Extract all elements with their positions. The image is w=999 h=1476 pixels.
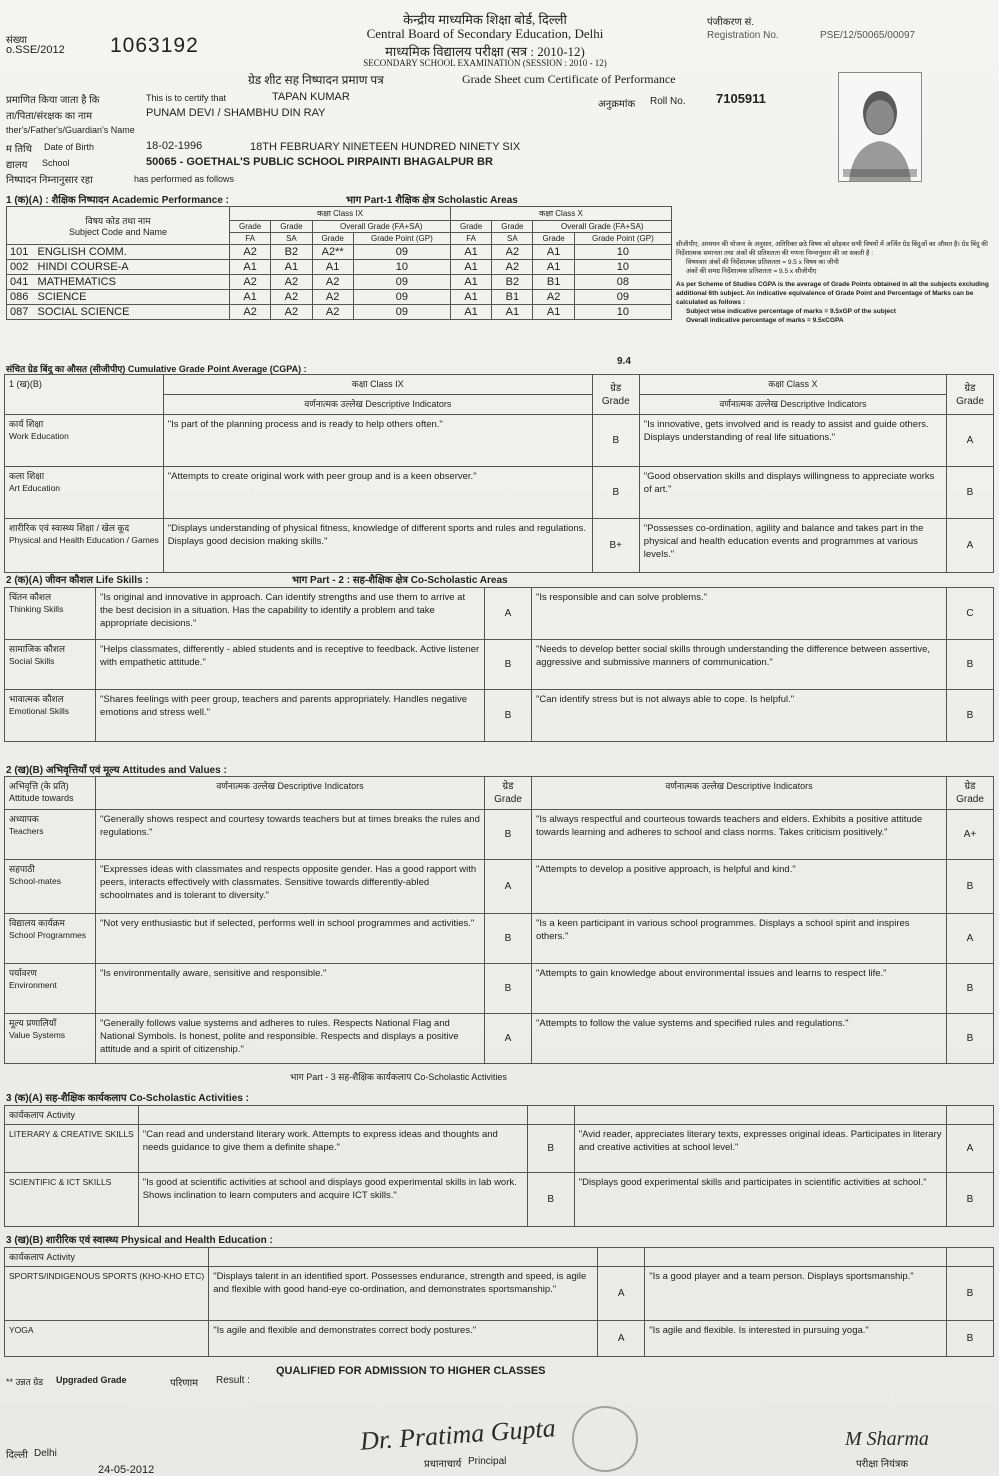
sheet-title-hindi: ग्रेड शीट सह निष्पादन प्रमाण पत्र bbox=[248, 73, 384, 87]
part2b-grade: Grade bbox=[494, 794, 522, 805]
class-ix-grade: B+ bbox=[592, 519, 639, 573]
row-label: SPORTS/INDIGENOUS SPORTS (KHO-KHO ETC) bbox=[9, 1271, 205, 1281]
row-label-hindi: विद्यालय कार्यक्रम bbox=[9, 918, 65, 928]
cgpa-value: 9.4 bbox=[617, 356, 631, 367]
grade-cell-ix-gp: 09 bbox=[353, 245, 450, 260]
subject-row bbox=[7, 290, 672, 305]
grade-cell-ix-fa: A1 bbox=[230, 260, 271, 275]
roll-number: 7105911 bbox=[716, 91, 766, 106]
performed-label: has performed as follows bbox=[134, 174, 235, 184]
class-x-indicator: "Is always respectful and courteous towards teachers and elders. Exhibits a positive attitude towards learning and adheres to school and class norms. Takes criticism positively." bbox=[532, 810, 947, 860]
subject-name: SCIENCE bbox=[37, 291, 87, 303]
roll-label: Roll No. bbox=[650, 96, 686, 107]
part1b-row-label bbox=[5, 519, 164, 573]
row-label: Thinking Skills bbox=[9, 604, 64, 614]
ix-grade-sub: Grade bbox=[312, 233, 353, 245]
class-x-indicator: "Is a keen participant in various school programmes. Displays a school spirit and inspires others." bbox=[532, 914, 947, 964]
subject-row bbox=[7, 275, 672, 290]
part2b-desc-ix: वर्णनात्मक उल्लेख Descriptive Indicators bbox=[216, 781, 364, 791]
part3b-row bbox=[5, 1267, 994, 1321]
x-overall: Overall Grade (FA+SA) bbox=[533, 221, 672, 233]
class-ix-indicator: "Is environmentally aware, sensitive and responsible." bbox=[96, 964, 485, 1014]
part1b-desc-ix: वर्णनात्मक उल्लेख Descriptive Indicators bbox=[304, 399, 452, 409]
part1b-grade: Grade bbox=[601, 395, 630, 407]
place: Delhi bbox=[34, 1448, 57, 1459]
class-x-grade: B bbox=[947, 1267, 994, 1321]
row-label-hindi: मूल्य प्रणालियाँ bbox=[9, 1018, 57, 1028]
controller-signature: M Sharma bbox=[845, 1428, 929, 1450]
row-label: School Programmes bbox=[9, 930, 87, 940]
part1b-label: 1 (ख)(B) bbox=[9, 379, 42, 389]
reg-label: Registration No. bbox=[707, 30, 779, 41]
part1-section-label: 1 (क)(A) : शैक्षिक निष्पादन Academic Performance : bbox=[6, 195, 230, 206]
subject-row bbox=[7, 245, 672, 260]
board-name-hindi: केन्द्रीय माध्यमिक शिक्षा बोर्ड, दिल्ली bbox=[403, 12, 567, 27]
part1-title: भाग Part-1 शैक्षिक क्षेत्र Scholastic Areas bbox=[346, 195, 518, 206]
part1b-desc-x: वर्णनात्मक उल्लेख Descriptive Indicators bbox=[719, 399, 867, 409]
part2a-row bbox=[5, 588, 994, 640]
part3b-row-label bbox=[5, 1267, 209, 1321]
serial-label-hindi: संख्या bbox=[6, 35, 27, 46]
certify-label: This is to certify that bbox=[146, 93, 227, 103]
parents-label-hindi: ता/पिता/संरक्षक का नाम bbox=[6, 111, 93, 122]
part3b-col: Activity bbox=[46, 1252, 75, 1262]
principal-hindi: प्रधानाचार्य bbox=[424, 1459, 462, 1470]
part3a-row bbox=[5, 1173, 994, 1227]
x-grade-sub: Grade bbox=[533, 233, 574, 245]
grade-cell-x-sa: A1 bbox=[492, 305, 533, 320]
row-label: LITERARY & CREATIVE SKILLS bbox=[9, 1129, 134, 1139]
class-x-grade: B bbox=[947, 690, 994, 742]
grade-cell-ix-g: A2 bbox=[312, 290, 353, 305]
grade-cell-ix-g: A1 bbox=[312, 260, 353, 275]
grade-cell-ix-sa: A2 bbox=[271, 290, 312, 305]
grade-cell-x-sa: B2 bbox=[492, 275, 533, 290]
ix-sa: SA bbox=[271, 233, 312, 245]
grade-cell-ix-fa: A2 bbox=[230, 305, 271, 320]
part2b-grade-hindi: ग्रेड bbox=[502, 781, 514, 792]
x-fa: FA bbox=[450, 233, 491, 245]
part3a-row-label bbox=[5, 1173, 139, 1227]
dob-words: 18TH FEBRUARY NINETEEN HUNDRED NINETY SIX bbox=[250, 141, 521, 153]
class-x-grade: A bbox=[947, 1125, 994, 1173]
class-ix-grade: B bbox=[527, 1173, 574, 1227]
school-label-hindi: द्यालय bbox=[6, 160, 28, 171]
part2a-label: 2 (क)(A) जीवन कौशल Life Skills : bbox=[6, 575, 149, 586]
school-name: 50065 - GOETHAL'S PUBLIC SCHOOL PIRPAINTI BHAGALPUR BR bbox=[146, 156, 493, 168]
x-fa-grade: Grade bbox=[459, 222, 483, 231]
grade-cell-x-gp: 10 bbox=[574, 305, 671, 320]
subject-row bbox=[7, 305, 672, 320]
part1b-row bbox=[5, 467, 994, 519]
principal-signature: Dr. Pratima Gupta bbox=[359, 1413, 557, 1456]
x-sa-grade: Grade bbox=[501, 222, 524, 231]
class-x-grade: B bbox=[947, 640, 994, 690]
upgraded-label: Upgraded Grade bbox=[56, 1375, 127, 1385]
class-ix-indicator: "Generally follows value systems and adheres to rules. Respects National Flag and National Symbols. Is honest, polite and responsible. Respects and displays a positive attitude and a spirit of citizenship." bbox=[96, 1014, 485, 1064]
dob-label-hindi: म तिथि bbox=[6, 144, 33, 155]
note-bullet-1: विषयवार अंकों की निर्देशात्मक प्रतिशतता = 9.5 x विषय का जीपी bbox=[686, 259, 839, 266]
part2b-grade-hindi-x: ग्रेड bbox=[964, 781, 976, 792]
row-label-hindi: सहपाठी bbox=[9, 864, 35, 874]
exam-name: SECONDARY SCHOOL EXAMINATION (SESSION : 2010 - 12) bbox=[363, 58, 607, 68]
part2a-row bbox=[5, 690, 994, 742]
row-label: Work Education bbox=[9, 431, 69, 441]
parents-label: ther's/Father's/Guardian's Name bbox=[6, 125, 135, 135]
subject-col-hindi: विषय कोड तथा नाम bbox=[85, 216, 151, 226]
part3b-col-hindi: कार्यकलाप bbox=[9, 1252, 44, 1262]
class-x-grade: A bbox=[947, 519, 994, 573]
part2b-col-hindi: अभिवृत्ति (के प्रति) bbox=[9, 781, 69, 791]
class-x-grade: A+ bbox=[947, 810, 994, 860]
grade-cell-ix-gp: 09 bbox=[353, 275, 450, 290]
result-hindi: परिणाम bbox=[170, 1378, 199, 1389]
part2-title: भाग Part - 2 : सह-शैक्षिक क्षेत्र Co-Scholastic Areas bbox=[292, 575, 508, 586]
part1b-row bbox=[5, 519, 994, 573]
row-label: SCIENTIFIC & ICT SKILLS bbox=[9, 1177, 112, 1187]
subject-name: HINDI COURSE-A bbox=[37, 261, 129, 273]
class-ix-grade: B bbox=[485, 914, 532, 964]
dob-value: 18-02-1996 bbox=[146, 140, 203, 152]
row-label: Emotional Skills bbox=[9, 706, 69, 716]
part2b-row bbox=[5, 810, 994, 860]
class-x-grade: A bbox=[947, 415, 994, 467]
class-ix-indicator: "Generally shows respect and courtesy towards teachers but at times breaks the rules and regulations." bbox=[96, 810, 485, 860]
part2b-row bbox=[5, 1014, 994, 1064]
grade-cell-ix-sa: A1 bbox=[271, 260, 312, 275]
part3b-row bbox=[5, 1321, 994, 1357]
class-x-indicator: "Can identify stress but is not always able to cope. Is helpful." bbox=[532, 690, 947, 742]
class-x-indicator: "Attempts to follow the value systems and specified rules and regulations." bbox=[532, 1014, 947, 1064]
row-label-hindi: भावात्मक कौशल bbox=[9, 694, 64, 704]
subject-row bbox=[7, 260, 672, 275]
class-ix-indicator: "Is good at scientific activities at school and displays good experimental skills in lab work. Shows inclination to learn computers and acquire ICT skills." bbox=[138, 1173, 527, 1227]
grade-cell-x-g: A1 bbox=[533, 260, 574, 275]
row-label-hindi: शारीरिक एवं स्वास्थ्य शिक्षा / खेल कूद bbox=[9, 523, 130, 533]
scholastic-table bbox=[6, 206, 672, 320]
controller-hindi: परीक्षा नियंत्रक bbox=[856, 1459, 909, 1470]
part2b-table bbox=[4, 776, 994, 1064]
class-ix-indicator: "Displays talent in an identified sport. Possesses endurance, strength and speed, is agile and flexible with good hand-eye co-ordination, and demonstrates sportsmanship." bbox=[209, 1267, 598, 1321]
part2a-row-label bbox=[5, 640, 96, 690]
part2b-label: 2 (ख)(B) अभिवृत्तियाँ एवं मूल्य Attitudes and Values : bbox=[6, 765, 227, 776]
grade-cell-x-g: B1 bbox=[533, 275, 574, 290]
part2a-row bbox=[5, 640, 994, 690]
row-label-hindi: कार्य शिक्षा bbox=[9, 419, 44, 429]
grade-cell-x-fa: A1 bbox=[450, 275, 491, 290]
subject-code: 002 bbox=[10, 261, 29, 273]
class-ix-grade: B bbox=[592, 467, 639, 519]
subject-name: SOCIAL SCIENCE bbox=[37, 306, 130, 318]
part3a-row bbox=[5, 1125, 994, 1173]
grade-cell-x-sa: B1 bbox=[492, 290, 533, 305]
class-ix-indicator: "Shares feelings with peer group, teachers and parents appropriately. Handles negative emotions and stress well." bbox=[96, 690, 485, 742]
row-label-hindi: कला शिक्षा bbox=[9, 471, 45, 481]
student-name: TAPAN KUMAR bbox=[272, 91, 350, 103]
class-ix-indicator: "Displays understanding of physical fitness, knowledge of different sports and rules and regulations. Displays good decision making skills." bbox=[163, 519, 592, 573]
class-x-indicator: "Is innovative, gets involved and is ready to assist and guide others. Displays understanding of real life situations." bbox=[639, 415, 946, 467]
class-x-grade: B bbox=[947, 860, 994, 914]
class-x-indicator: "Displays good experimental skills and participates in scientific activities at school." bbox=[574, 1173, 946, 1227]
note-bullet-2: अंकों की समग्र निर्देशात्मक प्रतिशतता = 9.5 x सीजीपीए bbox=[686, 268, 817, 275]
part1b-grade-hindi: ग्रेड bbox=[610, 382, 622, 394]
part3b-row-label bbox=[5, 1321, 209, 1357]
part2b-row bbox=[5, 914, 994, 964]
place-hindi: दिल्ली bbox=[6, 1450, 28, 1461]
part3b-label: 3 (ख)(B) शारीरिक एवं स्वास्थ्य Physical and Health Education : bbox=[6, 1235, 273, 1246]
class-x-indicator: "Is a good player and a team person. Displays sportsmanship." bbox=[645, 1267, 947, 1321]
part2b-row-label bbox=[5, 964, 96, 1014]
roll-label-hindi: अनुक्रमांक bbox=[598, 99, 636, 110]
row-label: Value Systems bbox=[9, 1030, 66, 1040]
class-x-grade: B bbox=[947, 1173, 994, 1227]
part3a-row-label bbox=[5, 1125, 139, 1173]
class-x-grade: B bbox=[947, 467, 994, 519]
subject-code: 086 bbox=[10, 291, 29, 303]
part2b-row bbox=[5, 964, 994, 1014]
row-label: Art Education bbox=[9, 483, 61, 493]
grade-cell-ix-gp: 09 bbox=[353, 290, 450, 305]
class-x-indicator: "Avid reader, appreciates literary texts, expresses original ideas. Participates in literary and creative activities at school level." bbox=[574, 1125, 946, 1173]
grade-cell-ix-g: A2** bbox=[312, 245, 353, 260]
sheet-title: Grade Sheet cum Certificate of Performance bbox=[462, 72, 676, 86]
grade-cell-x-fa: A1 bbox=[450, 245, 491, 260]
notes-english: As per Scheme of Studies CGPA is the average of Grade Points obtained in all the subjects excluding additional 6th subject. An indicative equivalence of Grade Point and Percentage of Marks can be calculated as follows : bbox=[676, 281, 989, 306]
part3a-table bbox=[4, 1105, 994, 1227]
part1b-row-label bbox=[5, 415, 164, 467]
part2a-row-label bbox=[5, 588, 96, 640]
grade-cell-x-g: A1 bbox=[533, 305, 574, 320]
class-ix-grade: B bbox=[592, 415, 639, 467]
dob-label: Date of Birth bbox=[44, 142, 95, 152]
serial-number: 1063192 bbox=[110, 34, 199, 57]
class-ix-indicator: "Is agile and flexible and demonstrates correct body postures." bbox=[209, 1321, 598, 1357]
part3b-table bbox=[4, 1247, 994, 1357]
grade-cell-x-fa: A1 bbox=[450, 260, 491, 275]
subject-code: 041 bbox=[10, 276, 29, 288]
part2b-grade-x: Grade bbox=[956, 794, 984, 805]
row-label-hindi: पर्यावरण bbox=[9, 968, 37, 978]
grade-cell-x-gp: 10 bbox=[574, 260, 671, 275]
subject-code: 101 bbox=[10, 246, 29, 258]
grade-cell-ix-g: A2 bbox=[312, 305, 353, 320]
row-label-hindi: अध्यापक bbox=[9, 814, 39, 824]
principal-label: Principal bbox=[468, 1456, 507, 1467]
school-label: School bbox=[42, 158, 70, 168]
subject-name: ENGLISH COMM. bbox=[37, 246, 127, 258]
grade-cell-ix-g: A2 bbox=[312, 275, 353, 290]
row-label: Environment bbox=[9, 980, 57, 990]
grade-cell-ix-sa: A2 bbox=[271, 305, 312, 320]
part1b-grade-hindi-x: ग्रेड bbox=[964, 382, 976, 394]
part2a-row-label bbox=[5, 690, 96, 742]
part1b-class-ix: कक्षा Class IX bbox=[351, 379, 404, 389]
grade-cell-x-fa: A1 bbox=[450, 305, 491, 320]
class-x-grade: B bbox=[947, 1321, 994, 1357]
reg-label-hindi: पंजीकरण सं. bbox=[707, 17, 755, 28]
class-x-indicator: "Attempts to gain knowledge about environmental issues and learns to respect life." bbox=[532, 964, 947, 1014]
class-ix-indicator: "Is part of the planning process and is ready to help others often." bbox=[163, 415, 592, 467]
row-label: School-mates bbox=[9, 876, 61, 886]
row-label: Teachers bbox=[9, 826, 44, 836]
class-ix-grade: B bbox=[485, 690, 532, 742]
part1b-row bbox=[5, 415, 994, 467]
class-x-grade: A bbox=[947, 914, 994, 964]
grade-cell-x-gp: 09 bbox=[574, 290, 671, 305]
certify-hindi: प्रमाणित किया जाता है कि bbox=[6, 95, 100, 106]
class-ix-indicator: "Is original and innovative in approach. Can identify strengths and use them to arrive at the best decision in a situation. Has the capability to identify a problem and take appropriate decisions." bbox=[96, 588, 485, 640]
class-ix-grade: B bbox=[485, 640, 532, 690]
grade-cell-x-gp: 10 bbox=[574, 245, 671, 260]
serial-label: o.SSE/2012 bbox=[6, 44, 65, 56]
part3a-col-hindi: कार्यकलाप bbox=[9, 1110, 44, 1120]
cgpa-notes bbox=[676, 240, 994, 325]
row-label: Social Skills bbox=[9, 656, 55, 666]
class-x-indicator: "Is agile and flexible. Is interested in pursuing yoga." bbox=[645, 1321, 947, 1357]
class-ix-grade: A bbox=[598, 1267, 645, 1321]
class-ix-grade: A bbox=[598, 1321, 645, 1357]
school-seal bbox=[572, 1406, 638, 1472]
subject-code: 087 bbox=[10, 306, 29, 318]
part3a-label: 3 (क)(A) सह-शैक्षिक कार्यकलाप Co-Scholastic Activities : bbox=[6, 1093, 249, 1104]
class-ix-indicator: "Not very enthusiastic but if selected, performs well in school programmes and activities." bbox=[96, 914, 485, 964]
class-ix-grade: B bbox=[485, 964, 532, 1014]
class-x-indicator: "Possesses co-ordination, agility and balance and takes part in the physical and health education events and programmes at various levels." bbox=[639, 519, 946, 573]
board-name: Central Board of Secondary Education, Delhi bbox=[366, 26, 604, 41]
class-x-indicator: "Attempts to develop a positive approach, is helpful and kind." bbox=[532, 860, 947, 914]
ix-fa: FA bbox=[230, 233, 271, 245]
grade-cell-ix-sa: A2 bbox=[271, 275, 312, 290]
note-e2: Overall indicative percentage of marks = 9.5xCGPA bbox=[686, 317, 844, 324]
class-ix-grade: A bbox=[485, 860, 532, 914]
class-ix-indicator: "Helps classmates, differently - abled students and is receptive to feedback. Active listener with empathetic attitude." bbox=[96, 640, 485, 690]
grade-cell-x-sa: A2 bbox=[492, 260, 533, 275]
part1b-row-label bbox=[5, 467, 164, 519]
class-x-grade: C bbox=[947, 588, 994, 640]
issue-date: 24-05-2012 bbox=[98, 1464, 155, 1476]
subject-name: MATHEMATICS bbox=[37, 276, 116, 288]
class-ix-indicator: "Attempts to create original work with peer group and is a keen observer." bbox=[163, 467, 592, 519]
part2b-desc-x: वर्णनात्मक उल्लेख Descriptive Indicators bbox=[665, 781, 813, 791]
ix-overall: Overall Grade (FA+SA) bbox=[312, 221, 450, 233]
class-x-grade: B bbox=[947, 1014, 994, 1064]
class-x-indicator: "Good observation skills and displays willingness to appreciate works of art." bbox=[639, 467, 946, 519]
student-photo bbox=[838, 72, 922, 182]
subject-col: Subject Code and Name bbox=[68, 227, 168, 237]
reg-number: PSE/12/50065/00097 bbox=[820, 30, 916, 41]
ix-fa-grade: Grade bbox=[239, 222, 262, 231]
part2a-table bbox=[4, 587, 994, 742]
exam-name-hindi: माध्यमिक विद्यालय परीक्षा (सत्र : 2010-12) bbox=[385, 44, 585, 59]
notes-hindi: सीजीपीए, अध्ययन की योजना के अनुसार, अतिरिक्त छठे विषय को छोड़कर सभी विषयों में अर्जित ग्रेड बिंदुओं का औसत है। ग्रेड बिंदु की निर्देशात्मक समानता तथा अंकों की प्रतिशतता की गणना निम्नानुसार की जा सकती है : bbox=[676, 241, 988, 257]
class-ix-grade: A bbox=[485, 1014, 532, 1064]
row-label: YOGA bbox=[9, 1325, 34, 1335]
part2b-row-label bbox=[5, 1014, 96, 1064]
part1b-table bbox=[4, 374, 994, 573]
class-x-grade: B bbox=[947, 964, 994, 1014]
result-label: Result : bbox=[216, 1375, 250, 1386]
ix-sa-grade: Grade bbox=[280, 222, 303, 231]
part2b-row-label bbox=[5, 914, 96, 964]
class-x-head: कक्षा Class X bbox=[450, 207, 671, 221]
class-ix-grade: B bbox=[485, 810, 532, 860]
grade-cell-x-g: A2 bbox=[533, 290, 574, 305]
cgpa-label: संचित ग्रेड बिंदु का औसत (सीजीपीए) Cumulative Grade Point Average (CGPA) : bbox=[6, 364, 307, 374]
grade-cell-ix-fa: A2 bbox=[230, 275, 271, 290]
ix-gp-sub: Grade Point (GP) bbox=[353, 233, 450, 245]
note-e1: Subject wise indicative percentage of marks = 9.5xGP of the subject bbox=[686, 308, 896, 315]
row-label: Physical and Health Education / Games bbox=[9, 535, 159, 545]
part2b-col: Attitude towards bbox=[9, 793, 74, 803]
result-value: QUALIFIED FOR ADMISSION TO HIGHER CLASSES bbox=[276, 1365, 546, 1377]
x-gp-sub: Grade Point (GP) bbox=[574, 233, 671, 245]
performed-hindi: निष्पादन निम्नानुसार रहा bbox=[6, 175, 93, 186]
class-x-indicator: "Needs to develop better social skills through understanding the difference between assertive, aggressive and submissive manners of communication." bbox=[532, 640, 947, 690]
grade-cell-ix-sa: B2 bbox=[271, 245, 312, 260]
class-ix-indicator: "Expresses ideas with classmates and respects opposite gender. Has a good rapport with peers, interacts effectively with classmates. Sensitive towards differently-abled schoolmates and is tolerant to diversity." bbox=[96, 860, 485, 914]
class-x-indicator: "Is responsible and can solve problems." bbox=[532, 588, 947, 640]
parents-name: PUNAM DEVI / SHAMBHU DIN RAY bbox=[146, 107, 326, 119]
part3a-col: Activity bbox=[46, 1110, 75, 1120]
part2b-row-label bbox=[5, 810, 96, 860]
class-ix-indicator: "Can read and understand literary work. Attempts to express ideas and thoughts and needs guidance to give them a definite shape." bbox=[138, 1125, 527, 1173]
grade-cell-x-gp: 08 bbox=[574, 275, 671, 290]
class-ix-head: कक्षा Class IX bbox=[230, 207, 451, 221]
grade-cell-ix-gp: 10 bbox=[353, 260, 450, 275]
row-label-hindi: चिंतन कौशल bbox=[9, 592, 52, 602]
grade-cell-x-g: A1 bbox=[533, 245, 574, 260]
class-ix-grade: A bbox=[485, 588, 532, 640]
grade-cell-x-fa: A1 bbox=[450, 290, 491, 305]
grade-cell-ix-fa: A1 bbox=[230, 290, 271, 305]
grade-cell-x-sa: A2 bbox=[492, 245, 533, 260]
x-sa: SA bbox=[492, 233, 533, 245]
part1b-class-x: कक्षा Class X bbox=[768, 379, 818, 389]
part2b-row bbox=[5, 860, 994, 914]
class-ix-grade: B bbox=[527, 1125, 574, 1173]
row-label-hindi: सामाजिक कौशल bbox=[9, 644, 66, 654]
part2b-row-label bbox=[5, 860, 96, 914]
grade-cell-ix-fa: A2 bbox=[230, 245, 271, 260]
part3-title: भाग Part - 3 सह-शैक्षिक कार्यकलाप Co-Scholastic Activities bbox=[290, 1072, 507, 1082]
grade-cell-ix-gp: 09 bbox=[353, 305, 450, 320]
part1b-grade-x: Grade bbox=[956, 395, 984, 407]
upgraded-hindi: ** उन्नत ग्रेड bbox=[6, 1377, 44, 1387]
